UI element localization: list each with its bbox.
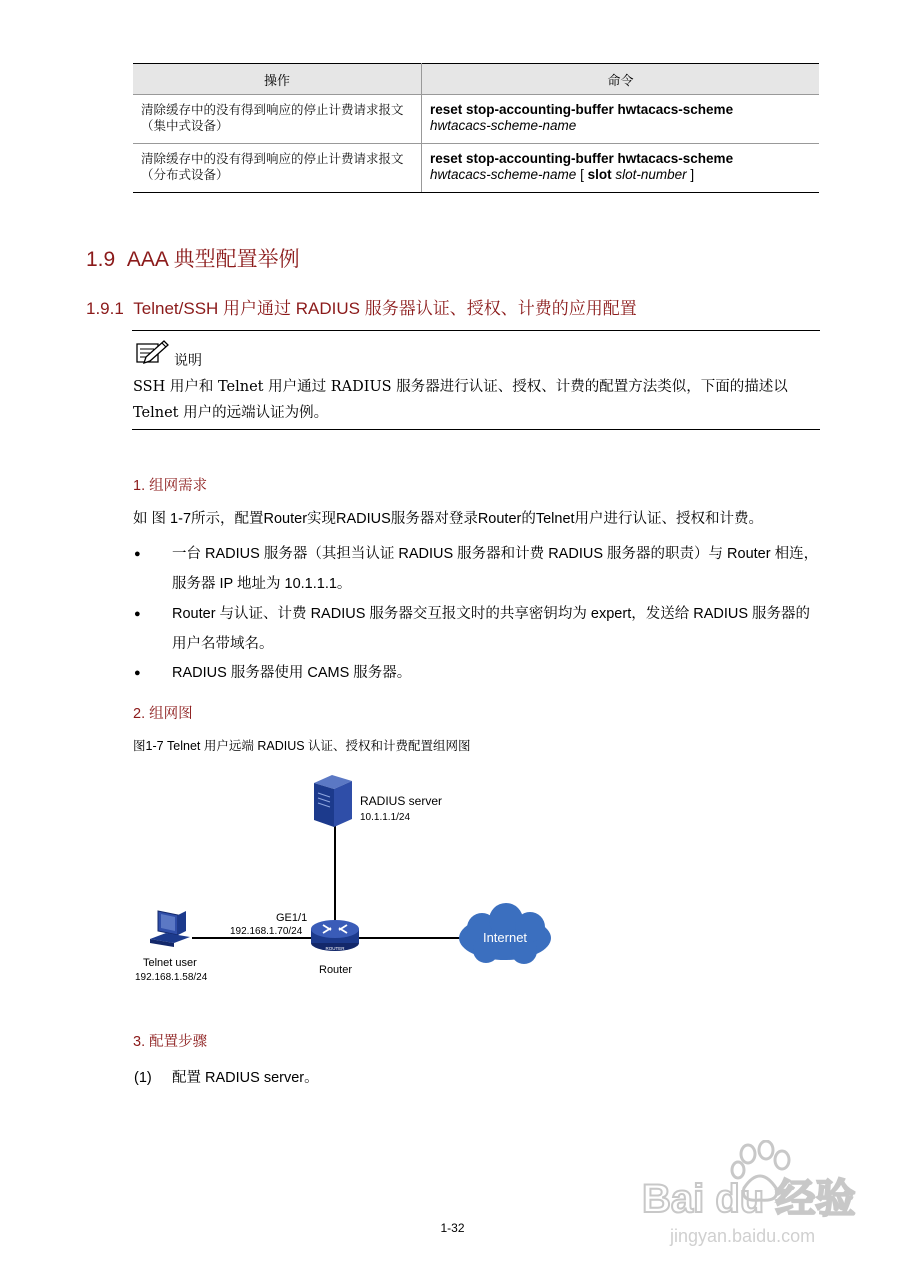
table-cell-command (422, 95, 820, 144)
table-row (133, 144, 819, 193)
subsection-number: 1.9.1 (86, 299, 124, 318)
router-badge-label: ROUTER (325, 946, 345, 951)
subsection-heading (86, 294, 637, 319)
user-ip-label: 192.168.1.58/24 (135, 972, 208, 983)
figure-caption: 图1-7 Telnet 用户远端 RADIUS 认证、授权和计费配置组网图 (133, 739, 471, 753)
note-label: 说明 (174, 352, 202, 368)
table-header-command: 命令 (422, 64, 820, 95)
command-argument: hwtacacs-scheme-name (430, 167, 577, 182)
bullet-icon: ● (134, 608, 141, 620)
diagram-heading: 2. 组网图 (133, 706, 193, 722)
watermark-url: jingyan.baidu.com (670, 1226, 816, 1246)
section-heading (86, 243, 300, 273)
bullet-icon: ● (134, 667, 141, 679)
radius-server-icon (314, 775, 352, 827)
table-cell-operation: 清除缓存中的没有得到响应的停止计费请求报文（分布式设备） (133, 144, 422, 193)
network-diagram (120, 765, 580, 990)
server-ip-label: 10.1.1.1/24 (360, 812, 411, 823)
note-bottom-rule (132, 429, 820, 430)
command-keyword: reset stop-accounting-buffer hwtacacs-scheme (430, 151, 734, 166)
router-ip-label: 192.168.1.70/24 (230, 926, 303, 937)
note-text: SSH 用户和 Telnet 用户通过 RADIUS 服务器进行认证、授权、计费的配置方法类似，下面的描述以 Telnet 用户的远端认证为例。 (133, 379, 788, 421)
note-pencil-icon (134, 339, 170, 365)
interface-label: GE1/1 (276, 912, 308, 924)
slot-keyword: slot (587, 167, 612, 182)
telnet-user-pc-icon (150, 911, 190, 947)
subsection-title: Telnet/SSH 用户通过 RADIUS 服务器认证、授权、计费的应用配置 (133, 299, 637, 318)
bullet-item: Router 与认证、计费 RADIUS 服务器交互报文时的共享密钥均为 expert，发送给 RADIUS 服务器的用户名带域名。 (172, 606, 811, 652)
command-argument: hwtacacs-scheme-name (430, 118, 577, 133)
user-name-label: Telnet user (143, 957, 197, 969)
watermark-brand: Bai du 经验 (642, 1177, 856, 1221)
requirements-intro: 如 图 1-7所示，配置Router实现RADIUS服务器对登录Router的Telnet用户进行认证、授权和计费。 (133, 511, 764, 527)
table-cell-operation: 清除缓存中的没有得到响应的停止计费请求报文（集中式设备） (133, 95, 422, 144)
requirements-heading: 1. 组网需求 (133, 478, 208, 494)
step-number: (1) (134, 1070, 152, 1086)
command-table (133, 63, 819, 193)
watermark (640, 1140, 880, 1255)
page-number: 1-32 (440, 1221, 465, 1235)
command-keyword: reset stop-accounting-buffer hwtacacs-scheme (430, 102, 734, 117)
section-number: 1.9 (86, 248, 116, 271)
bullet-item: 一台 RADIUS 服务器（其担当认证 RADIUS 服务器和计费 RADIUS 服务器的职责）与 Router 相连，服务器 IP 地址为 10.1.1.1。 (172, 546, 819, 592)
slot-argument: slot-number (615, 167, 687, 182)
bracket-close: ] (686, 167, 695, 182)
bullet-item: RADIUS 服务器使用 CAMS 服务器。 (172, 665, 412, 681)
bullet-icon: ● (134, 548, 141, 560)
note-top-rule (132, 330, 820, 331)
server-name-label: RADIUS server (360, 794, 443, 808)
router-name-label: Router (319, 964, 353, 976)
table-header-operation: 操作 (133, 64, 422, 95)
table-cell-command (422, 144, 820, 193)
internet-label: Internet (482, 930, 528, 945)
bracket-open: [ (576, 167, 588, 182)
table-row (133, 95, 819, 144)
baidu-paw-logo (640, 1140, 880, 1250)
step-text: 配置 RADIUS server。 (172, 1070, 319, 1086)
steps-heading: 3. 配置步骤 (133, 1034, 208, 1050)
section-title: AAA 典型配置举例 (126, 248, 300, 271)
